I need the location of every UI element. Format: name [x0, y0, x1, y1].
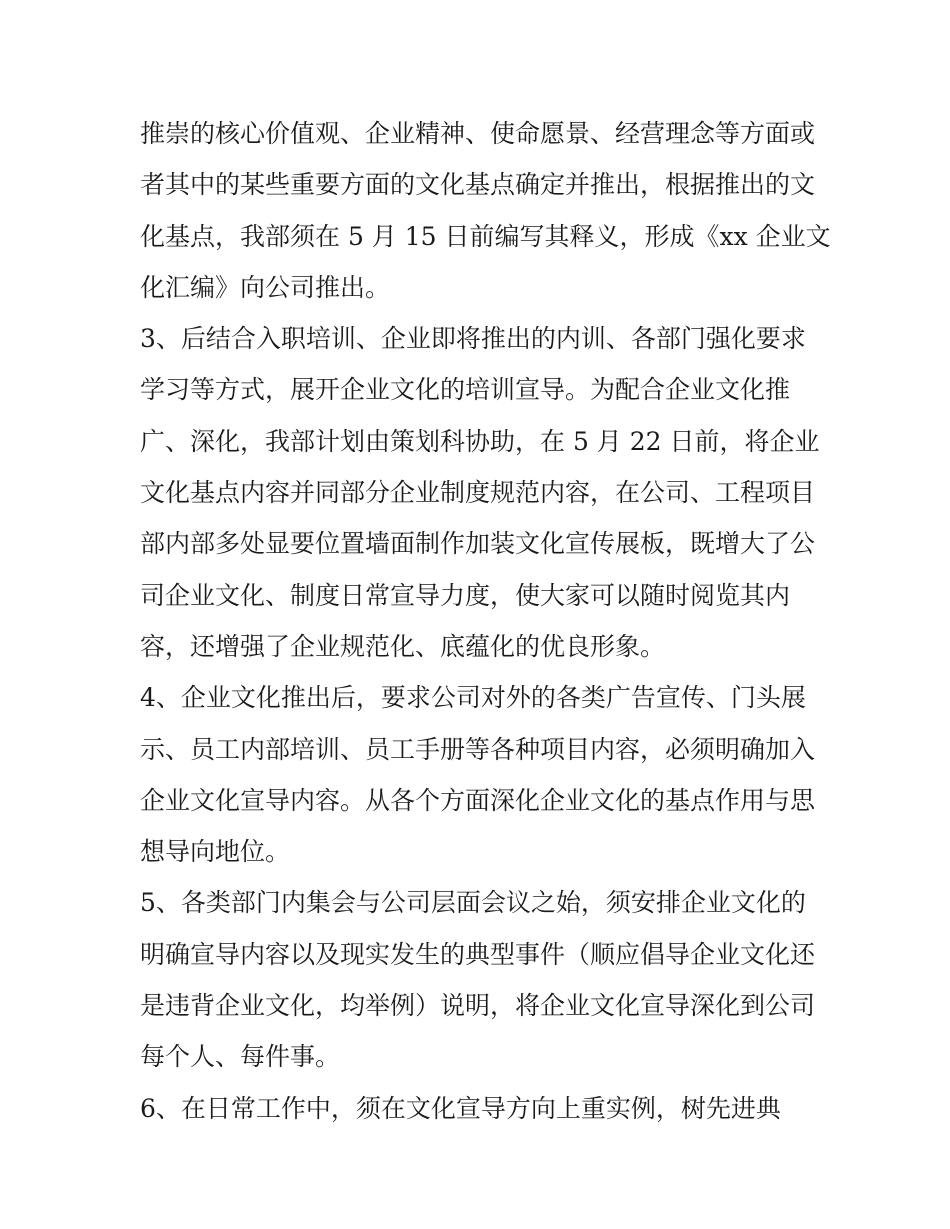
- text-line: 司企业文化、制度日常宣导力度，使大家可以随时阅览其内: [140, 580, 791, 610]
- text-line: 4、企业文化推出后，要求公司对外的各类广告宣传、门头展: [140, 683, 806, 713]
- text-line: 5、各类部门内集会与公司层面会议之始，须安排企业文化的: [140, 888, 806, 918]
- text-line: 学习等方式，展开企业文化的培训宣导。为配合企业文化推: [140, 375, 791, 405]
- text-line: 文化基点内容并同部分企业制度规范内容，在公司、工程项目: [140, 478, 816, 508]
- text-line: 每个人、每件事。: [140, 1042, 341, 1072]
- text-line: 是违背企业文化，均举例）说明，将企业文化宣导深化到公司: [140, 991, 816, 1021]
- text-line: 者其中的某些重要方面的文化基点确定并推出，根据推出的文: [140, 170, 816, 200]
- text-line: 明确宣导内容以及现实发生的典型事件（顺应倡导企业文化还: [140, 939, 816, 969]
- text-line: 推崇的核心价值观、企业精神、使命愿景、经营理念等方面或: [140, 119, 816, 148]
- text-line: 容，还增强了企业规范化、底蕴化的优良形象。: [140, 631, 666, 661]
- text-line: 企业文化宣导内容。从各个方面深化企业文化的基点作用与思: [140, 785, 816, 815]
- text-line: 6、在日常工作中，须在文化宣导方向上重实例，树先进典: [140, 1093, 781, 1123]
- text-line: 广、深化，我部计划由策划科协助，在 5 月 22 日前，将企业: [140, 426, 820, 456]
- text-line: 示、员工内部培训、员工手册等各种项目内容，必须明确加入: [140, 734, 816, 764]
- text-line: 3、后结合入职培训、企业即将推出的内训、各部门强化要求: [140, 324, 806, 354]
- text-line: 部内部多处显要位置墙面制作加装文化宣传展板，既增大了公: [140, 529, 816, 559]
- text-line: 化汇编》向公司推出。: [140, 272, 391, 302]
- text-line: 化基点，我部须在 5 月 15 日前编写其释义，形成《xx 企业文: [140, 221, 831, 251]
- text-line: 想导向地位。: [140, 837, 291, 867]
- document-body: [140, 108, 831, 1134]
